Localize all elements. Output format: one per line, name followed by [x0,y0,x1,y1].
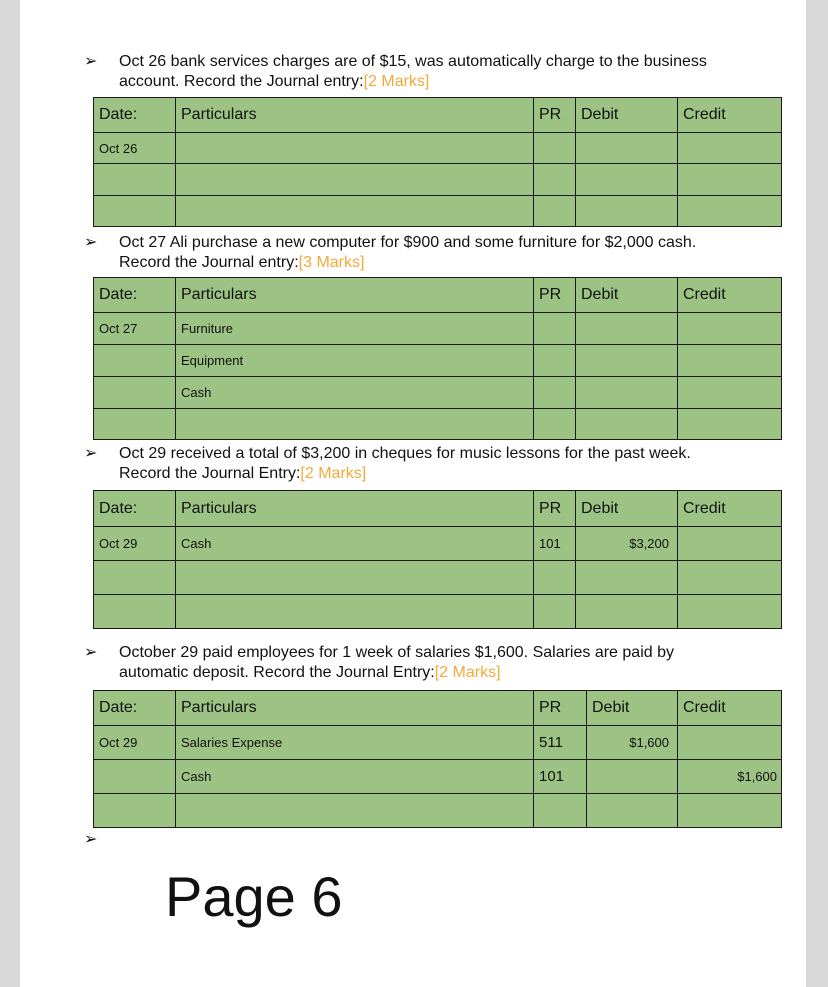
cell-particulars[interactable] [176,794,534,828]
cell-pr[interactable] [534,595,576,629]
cell-particulars[interactable] [176,133,534,164]
cell-debit[interactable] [576,345,678,377]
question-3 [84,444,734,484]
cell-credit[interactable]: $1,600 [678,760,782,794]
cell-date[interactable] [94,794,176,828]
cell-credit[interactable] [678,726,782,760]
table-row [94,726,782,760]
cell-date[interactable]: Oct 26 [94,133,176,164]
question-text: October 29 paid employees for 1 week of salaries $1,600. Salaries are paid by automatic deposit. Record the Journal Entry: [119,644,674,681]
cell-debit[interactable] [576,133,678,164]
question-text: Oct 29 received a total of $3,200 in cheques for music lessons for the past week. Record the Journal Entry: [119,445,691,482]
question-text: Oct 26 bank services charges are of $15, was automatically charge to the business account. Record the Journal entry: [119,53,707,90]
cell-date[interactable] [94,377,176,409]
table-row [94,595,782,629]
cell-credit[interactable] [678,561,782,595]
header-particulars: Particulars [176,278,534,313]
cell-date[interactable]: Oct 27 [94,313,176,345]
cell-pr[interactable] [534,561,576,595]
table-row [94,345,782,377]
cell-particulars[interactable]: Cash [176,377,534,409]
cell-date[interactable] [94,164,176,196]
cell-date[interactable] [94,760,176,794]
question-1 [84,52,734,92]
header-credit: Credit [678,278,782,313]
header-particulars: Particulars [176,491,534,527]
cell-particulars[interactable] [176,561,534,595]
cell-particulars[interactable]: Cash [176,527,534,561]
cell-date[interactable] [94,345,176,377]
table-header-row [94,98,782,133]
marks-label: [3 Marks] [298,254,365,271]
header-credit: Credit [678,691,782,726]
header-pr: PR [534,98,576,133]
bullet-icon: ➢ [84,644,98,661]
cell-particulars[interactable]: Furniture [176,313,534,345]
cell-particulars[interactable] [176,409,534,440]
cell-debit[interactable] [576,313,678,345]
cell-pr[interactable] [534,133,576,164]
cell-date[interactable] [94,561,176,595]
cell-credit[interactable] [678,409,782,440]
cell-credit[interactable] [678,164,782,196]
header-date: Date: [94,491,176,527]
cell-credit[interactable] [678,794,782,828]
header-debit: Debit [576,491,678,527]
cell-date[interactable]: Oct 29 [94,726,176,760]
cell-credit[interactable] [678,196,782,227]
header-pr: PR [534,491,576,527]
cell-date[interactable] [94,595,176,629]
table-row [94,409,782,440]
cell-date[interactable]: Oct 29 [94,527,176,561]
marks-label: [2 Marks] [434,664,501,681]
cell-pr[interactable] [534,313,576,345]
question-text: Oct 27 Ali purchase a new computer for $900 and some furniture for $2,000 cash. Record the Journal entry: [119,234,697,271]
header-credit: Credit [678,491,782,527]
cell-particulars[interactable]: Salaries Expense [176,726,534,760]
journal-table-3 [93,490,782,629]
cell-debit[interactable] [576,196,678,227]
table-header-row [94,491,782,527]
cell-particulars[interactable]: Equipment [176,345,534,377]
cell-credit[interactable] [678,345,782,377]
bullet-icon: ➢ [84,234,98,251]
cell-pr[interactable] [534,345,576,377]
journal-table-4 [93,690,782,828]
cell-pr[interactable]: 101 [534,760,587,794]
cell-credit[interactable] [678,133,782,164]
table-row [94,133,782,164]
cell-debit[interactable]: $3,200 [576,527,678,561]
journal-table-1 [93,97,782,227]
table-row [94,794,782,828]
cell-particulars[interactable] [176,595,534,629]
cell-credit[interactable] [678,313,782,345]
cell-debit[interactable] [576,377,678,409]
page-label: Page 6 [165,865,343,928]
header-date: Date: [94,278,176,313]
header-date: Date: [94,98,176,133]
cell-pr[interactable] [534,377,576,409]
marks-label: [2 Marks] [300,465,367,482]
header-credit: Credit [678,98,782,133]
cell-credit[interactable] [678,527,782,561]
cell-date[interactable] [94,409,176,440]
table-row [94,561,782,595]
bullet-icon: ➢ [84,53,98,70]
journal-table-2 [93,277,782,440]
header-particulars: Particulars [176,691,534,726]
table-header-row [94,278,782,313]
cell-particulars[interactable] [176,196,534,227]
cell-pr[interactable]: 511 [534,726,587,760]
cell-pr[interactable] [534,196,576,227]
cell-particulars[interactable]: Cash [176,760,534,794]
cell-pr[interactable] [534,794,587,828]
table-row [94,527,782,561]
table-row [94,377,782,409]
marks-label: [2 Marks] [363,73,430,90]
cell-debit[interactable] [587,794,678,828]
cell-debit[interactable] [576,164,678,196]
cell-debit[interactable] [576,561,678,595]
table-header-row [94,691,782,726]
question-2 [84,233,734,273]
header-debit: Debit [587,691,678,726]
header-debit: Debit [576,278,678,313]
question-4 [84,643,734,683]
document-page [20,0,806,987]
cell-debit[interactable]: $1,600 [587,726,678,760]
cell-debit[interactable] [576,409,678,440]
cell-pr[interactable]: 101 [534,527,576,561]
header-pr: PR [534,691,587,726]
table-row [94,313,782,345]
empty-bullet-icon: ➢ [84,831,98,848]
cell-pr[interactable] [534,164,576,196]
cell-credit[interactable] [678,377,782,409]
table-row [94,164,782,196]
header-particulars: Particulars [176,98,534,133]
header-date: Date: [94,691,176,726]
table-row [94,760,782,794]
header-pr: PR [534,278,576,313]
cell-particulars[interactable] [176,164,534,196]
bullet-icon: ➢ [84,445,98,462]
cell-debit[interactable] [576,595,678,629]
table-row [94,196,782,227]
cell-pr[interactable] [534,409,576,440]
cell-debit[interactable] [587,760,678,794]
cell-date[interactable] [94,196,176,227]
header-debit: Debit [576,98,678,133]
cell-credit[interactable] [678,595,782,629]
